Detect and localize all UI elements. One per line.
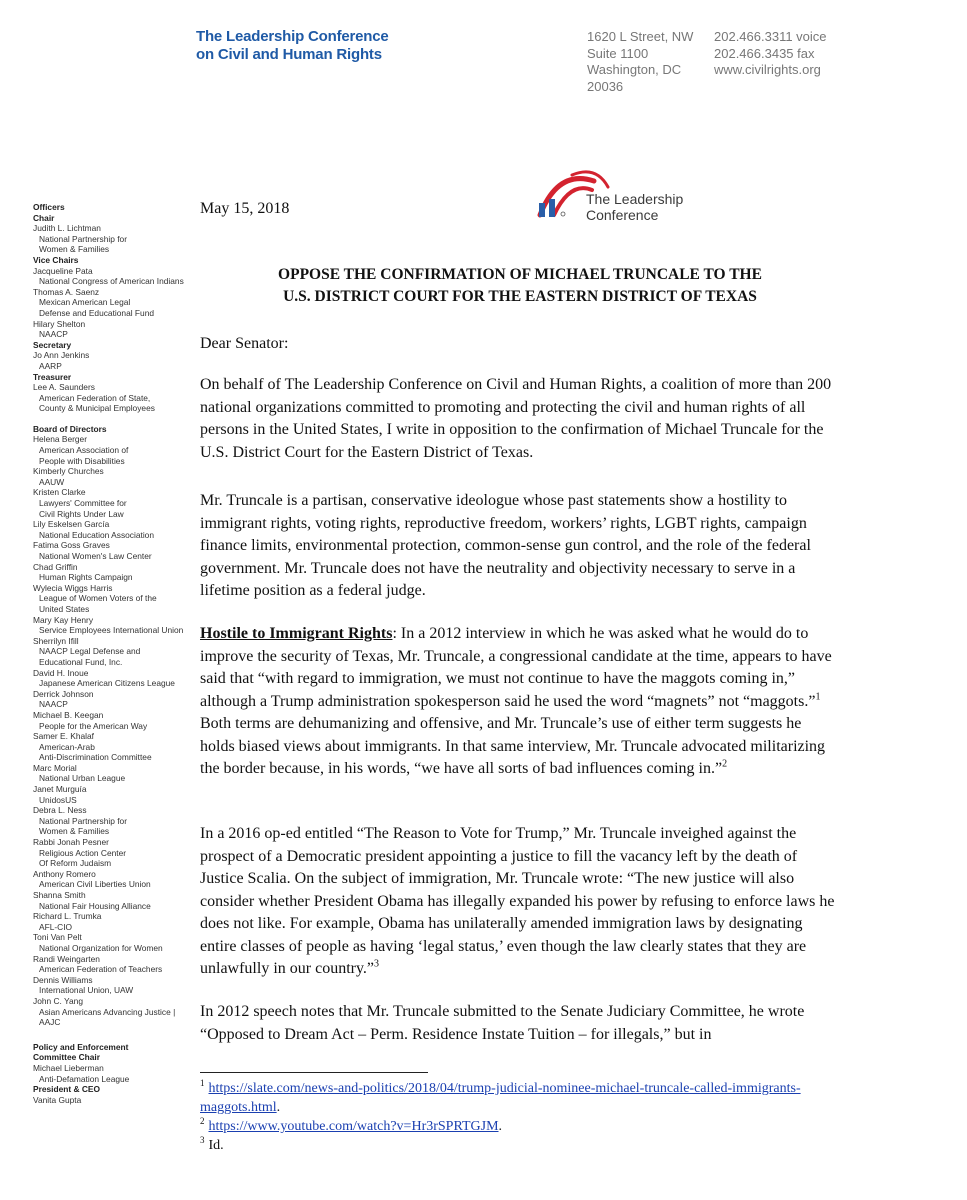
letter-date: May 15, 2018 [200,200,290,217]
website-link[interactable]: www.civilrights.org [714,62,821,77]
member-name: David H. Inoue [33,667,89,678]
letter-title-line1: OPPOSE THE CONFIRMATION OF MICHAEL TRUNCALE TO THE [278,266,762,283]
member-org: National Congress of American Indians [39,276,184,287]
member-name: Fatima Goss Graves [33,540,110,551]
paragraph-text: Both terms are dehumanizing and offensive, and Mr. Truncale’s use of either term suggests he holds biased views about immigrants. In that same interview, Mr. Truncale advocated militarizing the border because, in his words, “we have all sorts of bad influences coming in.” [200,715,826,777]
footnote-ref[interactable]: 3 [374,958,380,970]
member-name: Lily Eskelsen García [33,519,110,530]
footnote-suffix: . [276,1100,281,1115]
member-name: Randi Weingarten [33,953,100,964]
footnote-link[interactable]: https://slate.com/news-and-politics/2018/04/trump-judicial-nominee-michael-truncale-called-immigrants-maggots.html [200,1081,801,1115]
member-name: Thomas A. Saenz [33,286,100,297]
footnote-ref[interactable]: 2 [722,758,728,770]
logo-text-line1: The Leadership [586,191,684,207]
member-org: United States [39,603,90,614]
address-line: 1620 L Street, NW [587,29,694,44]
letter-title [200,264,840,308]
member-org: National Organization for Women [39,942,163,953]
section-heading: Hostile to Immigrant Rights [200,625,393,642]
member-name: Sherrilyn Ifill [33,635,79,646]
member-name: Helena Berger [33,434,88,445]
member-org: NAACP Legal Defense and [39,646,141,657]
paragraph: Mr. Truncale is a partisan, conservative ideologue whose past statements show a hostility to immigrant rights, voting rights, reproductive freedom, workers’ rights, LGBT rights, campaign finance limits, environmental protection, common-sense gun control, and the role of the federal government. Mr. Truncale does not have the neutrality and objectivity necessary to serve in a lifetime position as a federal judge. [200,492,811,599]
logo-text-line2: Conference [586,207,659,223]
member-name: Shanna Smith [33,890,86,900]
member-org: American-Arab [39,741,95,752]
vice-chairs-heading: Vice Chairs [33,254,79,265]
member-org: National Women's Law Center [39,551,152,561]
member-org: AFL-CIO [39,921,73,932]
member-name: Kimberly Churches [33,466,104,477]
president-heading: President & CEO [33,1084,101,1095]
member-org: People for the American Way [39,720,148,731]
member-name: Wylecia Wiggs Harris [33,582,113,593]
member-org: National Fair Housing Alliance [39,900,151,911]
footnote-number: 1 [200,1078,205,1089]
footnote-number: 2 [200,1116,205,1127]
member-org: American Federation of State, [39,392,151,403]
paragraph [200,623,840,781]
member-org: NAACP [39,329,68,340]
policy-heading: Committee Chair [33,1052,101,1063]
treasurer-heading: Treasurer [33,371,72,382]
secretary-heading: Secretary [33,339,72,350]
member-org: Asian Americans Advancing Justice | [39,1006,176,1017]
officers-sidebar [33,202,193,1105]
officers-heading: Officers [33,202,65,212]
address-line: Suite 1100 [587,45,649,61]
org-name [196,28,389,64]
member-name: Samer E. Khalaf [33,731,94,742]
member-org: AAJC [39,1017,61,1028]
member-org: Defense and Educational Fund [39,307,155,318]
address-line: 20036 [587,78,624,94]
chair-heading: Chair [33,212,55,223]
member-org: Service Employees International Union [39,625,184,636]
member-name: Derrick Johnson [33,688,94,699]
member-org: Educational Fund, Inc. [39,656,123,667]
footnote [200,1117,840,1136]
footnote-text: Id. [208,1138,224,1153]
member-name: Kristen Clarke [33,487,86,498]
member-org: American Civil Liberties Union [39,879,151,890]
member-name: Rabbi Jonah Pesner [33,837,109,848]
member-name: Dennis Williams [33,974,93,985]
footnote-suffix: . [498,1119,503,1134]
member-org: Lawyers' Committee for [39,498,127,509]
member-org: Women & Families [39,244,110,255]
member-org: League of Women Voters of the [39,593,157,604]
member-name: Marc Morial [33,762,77,773]
member-org: Mexican American Legal [39,297,131,308]
paragraph-text: : In a 2012 interview in which he was asked what he would do to improve the security of Texas, Mr. Truncale, a congressional candidate at the time, appears to have said that “with regard to immigration, we must not continue to have the maggots coming in,” although a Trump administration spokesperson said he used the word “magnets” not “maggots.” [200,625,832,710]
org-name-line2: on Civil and Human Rights [196,46,382,63]
member-name: John C. Yang [33,995,83,1006]
member-org: National Education Association [39,529,154,540]
member-org: National Partnership for [39,815,127,826]
footnotes [200,1079,840,1155]
member-org: National Partnership for [39,233,127,244]
letter-title-line2: U.S. DISTRICT COURT FOR THE EASTERN DISTRICT OF TEXAS [283,288,757,305]
board-heading: Board of Directors [33,423,107,434]
member-name: Chad Griffin [33,561,78,572]
member-org: UnidosUS [39,794,77,805]
footnote [200,1136,840,1155]
paragraph-text: In a 2016 op-ed entitled “The Reason to Vote for Trump,” Mr. Truncale inveighed against the prospect of a Democratic president appointing a justice to fill the vacancy left by the death of Justice Scalia. On the subject of immigration, Mr. Truncale wrote: “The new justice will also consider whether President Obama has illegally expanded his power by refusing to enforce laws he does not like. For example, Obama has unilaterally amended immigration laws by designating entire classes of people as having ‘legal status,’ even though the law clearly states that they are unlawfully in our country.” [200,825,835,977]
footnote-divider [200,1072,428,1073]
member-org: Human Rights Campaign [39,572,133,583]
member-org: Of Reform Judaism [39,858,112,869]
member-name: Michael Lieberman [33,1062,104,1073]
paragraph: In 2012 speech notes that Mr. Truncale submitted to the Senate Judiciary Committee, he wrote “Opposed to Dream Act – Perm. Residence Instate Tuition – for illegals,” but in [200,1003,805,1043]
contact-block [714,29,827,79]
footnote-ref[interactable]: 1 [815,691,821,703]
org-name-line1: The Leadership Conference [196,28,389,45]
member-name: Judith L. Lichtman [33,223,101,234]
member-org: Religious Action Center [39,847,127,858]
member-name: Jacqueline Pata [33,265,93,276]
member-org: Women & Families [39,826,110,837]
member-org: AARP [39,360,62,371]
member-org: County & Municipal Employees [39,403,155,414]
member-org: Anti-Defamation League [39,1073,130,1084]
member-org: American Association of [39,445,129,456]
paragraph: On behalf of The Leadership Conference on Civil and Human Rights, a coalition of more than 200 national organizations committed to promoting and protecting the civil and human rights of all persons in the United States, I write in opposition to the confirmation of Michael Truncale for the U.S. District Court for the Eastern District of Texas. [200,376,832,461]
member-org: Anti-Discrimination Committee [39,752,152,763]
footnote [200,1079,840,1117]
address-line: Washington, DC [587,62,682,77]
member-name: Michael B. Keegan [33,709,104,720]
member-name: Janet Murguía [33,784,87,795]
member-org: American Federation of Teachers [39,964,163,975]
member-org: Japanese American Citizens League [39,678,175,689]
phone-fax: 202.466.3435 fax [714,45,815,61]
member-org: AAUW [39,476,65,487]
member-name: Anthony Romero [33,868,96,879]
member-name: Vanita Gupta [33,1094,82,1105]
policy-heading: Policy and Enforcement [33,1041,129,1052]
phone-voice: 202.466.3311 voice [714,29,827,44]
footnote-link[interactable]: https://www.youtube.com/watch?v=Hr3rSPRTGJM [208,1119,499,1134]
member-org: People with Disabilities [39,455,125,466]
board-list [33,434,193,1027]
member-org: Civil Rights Under Law [39,508,124,519]
member-org: International Union, UAW [39,985,134,996]
member-name: Jo Ann Jenkins [33,350,90,361]
address-block [587,29,693,95]
footnote-number: 3 [200,1135,205,1146]
paragraph [200,823,840,981]
member-name: Debra L. Ness [33,805,87,816]
member-org: National Urban League [39,773,126,784]
member-name: Hilary Shelton [33,318,86,329]
member-name: Toni Van Pelt [33,932,82,943]
member-name: Richard L. Trumka [33,911,102,922]
salutation: Dear Senator: [200,335,289,352]
member-org: NAACP [39,699,68,710]
member-name: Mary Kay Henry [33,614,94,625]
member-name: Lee A. Saunders [33,382,95,393]
